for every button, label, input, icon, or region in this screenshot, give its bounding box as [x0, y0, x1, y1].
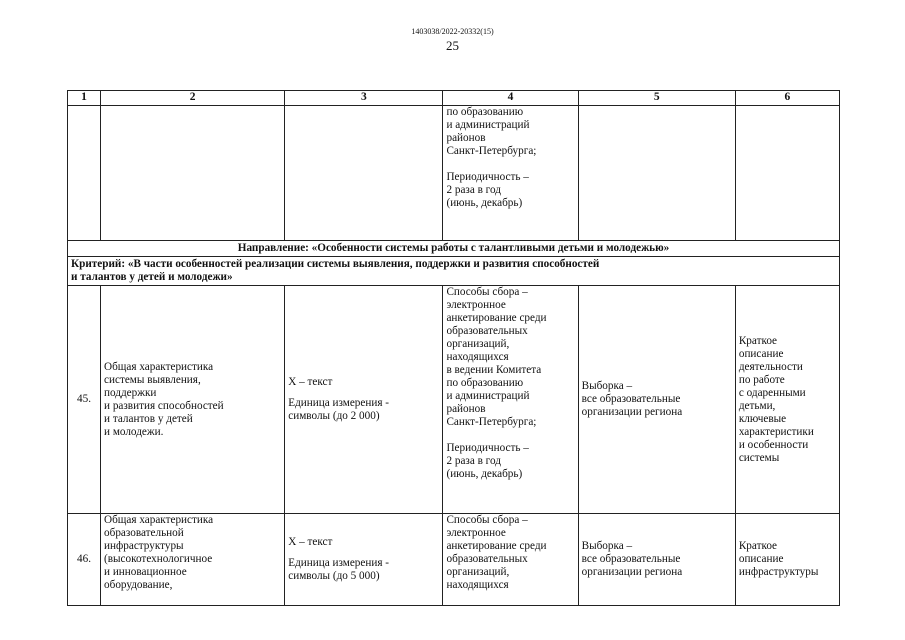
result-text: Краткое описание деятельности по работе с одаренными детьми, ключевые характеристики и особенности системы: [735, 286, 839, 514]
value-type-cell: [285, 514, 443, 606]
continued-cell-6: [735, 106, 839, 241]
unit-text: Единица измерения - символы (до 2 000): [288, 397, 389, 422]
column-header-4: 4: [443, 91, 578, 106]
section-heading-row: [68, 241, 840, 257]
sample-text: Выборка – все образовательные организации региона: [578, 514, 735, 606]
column-header-2: 2: [101, 91, 285, 106]
criteria-text: Критерий: «В части особенностей реализации системы выявления, поддержки и развития способностей и талантов у детей и молодежи»: [68, 257, 840, 286]
column-number-row: [68, 91, 840, 106]
section-heading: Направление: «Особенности системы работы с талантливыми детьми и молодежью»: [68, 241, 840, 257]
column-header-5: 5: [578, 91, 735, 106]
continued-cell-2: [101, 106, 285, 241]
collection-method-text: Способы сбора – электронное анкетирование среди образовательных организаций, находящихся: [443, 514, 578, 606]
result-text: Краткое описание инфраструктуры: [735, 514, 839, 606]
document-id: 1403038/2022-20332(15): [411, 27, 494, 36]
continued-cell-5: [578, 106, 735, 241]
row-number: 45.: [68, 286, 101, 514]
value-type-text: Х – текст: [288, 536, 333, 548]
criteria-row: [68, 257, 840, 286]
value-type-cell: [285, 286, 443, 514]
continued-cell-3: [285, 106, 443, 241]
continued-cell-1: [68, 106, 101, 241]
continued-collection-text: по образованию и администраций районов Санкт-Петербурга; Периодичность – 2 раза в год (июнь, декабрь): [443, 106, 578, 241]
indicator-text: Общая характеристика системы выявления, поддержки и развития способностей и талантов у детей и молодежи.: [101, 286, 285, 514]
indicator-text: Общая характеристика образовательной инфраструктуры (высокотехнологичное и инновационное оборудование,: [101, 514, 285, 606]
row-number: 46.: [68, 514, 101, 606]
column-header-6: 6: [735, 91, 839, 106]
column-header-1: 1: [68, 91, 101, 106]
continued-row: [68, 106, 840, 241]
table-row: [68, 514, 840, 606]
sample-text: Выборка – все образовательные организации региона: [578, 286, 735, 514]
unit-text: Единица измерения - символы (до 5 000): [288, 557, 389, 582]
page-number: 25: [446, 38, 459, 53]
criteria-table: [67, 90, 840, 606]
column-header-3: 3: [285, 91, 443, 106]
table-row: [68, 286, 840, 514]
collection-method-text: Способы сбора – электронное анкетирование среди образовательных организаций, находящихся в ведении Комитета по образованию и администраций районов Санкт-Петербурга; Периодичность – 2 раза в год (июнь, декабрь): [443, 286, 578, 514]
value-type-text: Х – текст: [288, 376, 333, 388]
